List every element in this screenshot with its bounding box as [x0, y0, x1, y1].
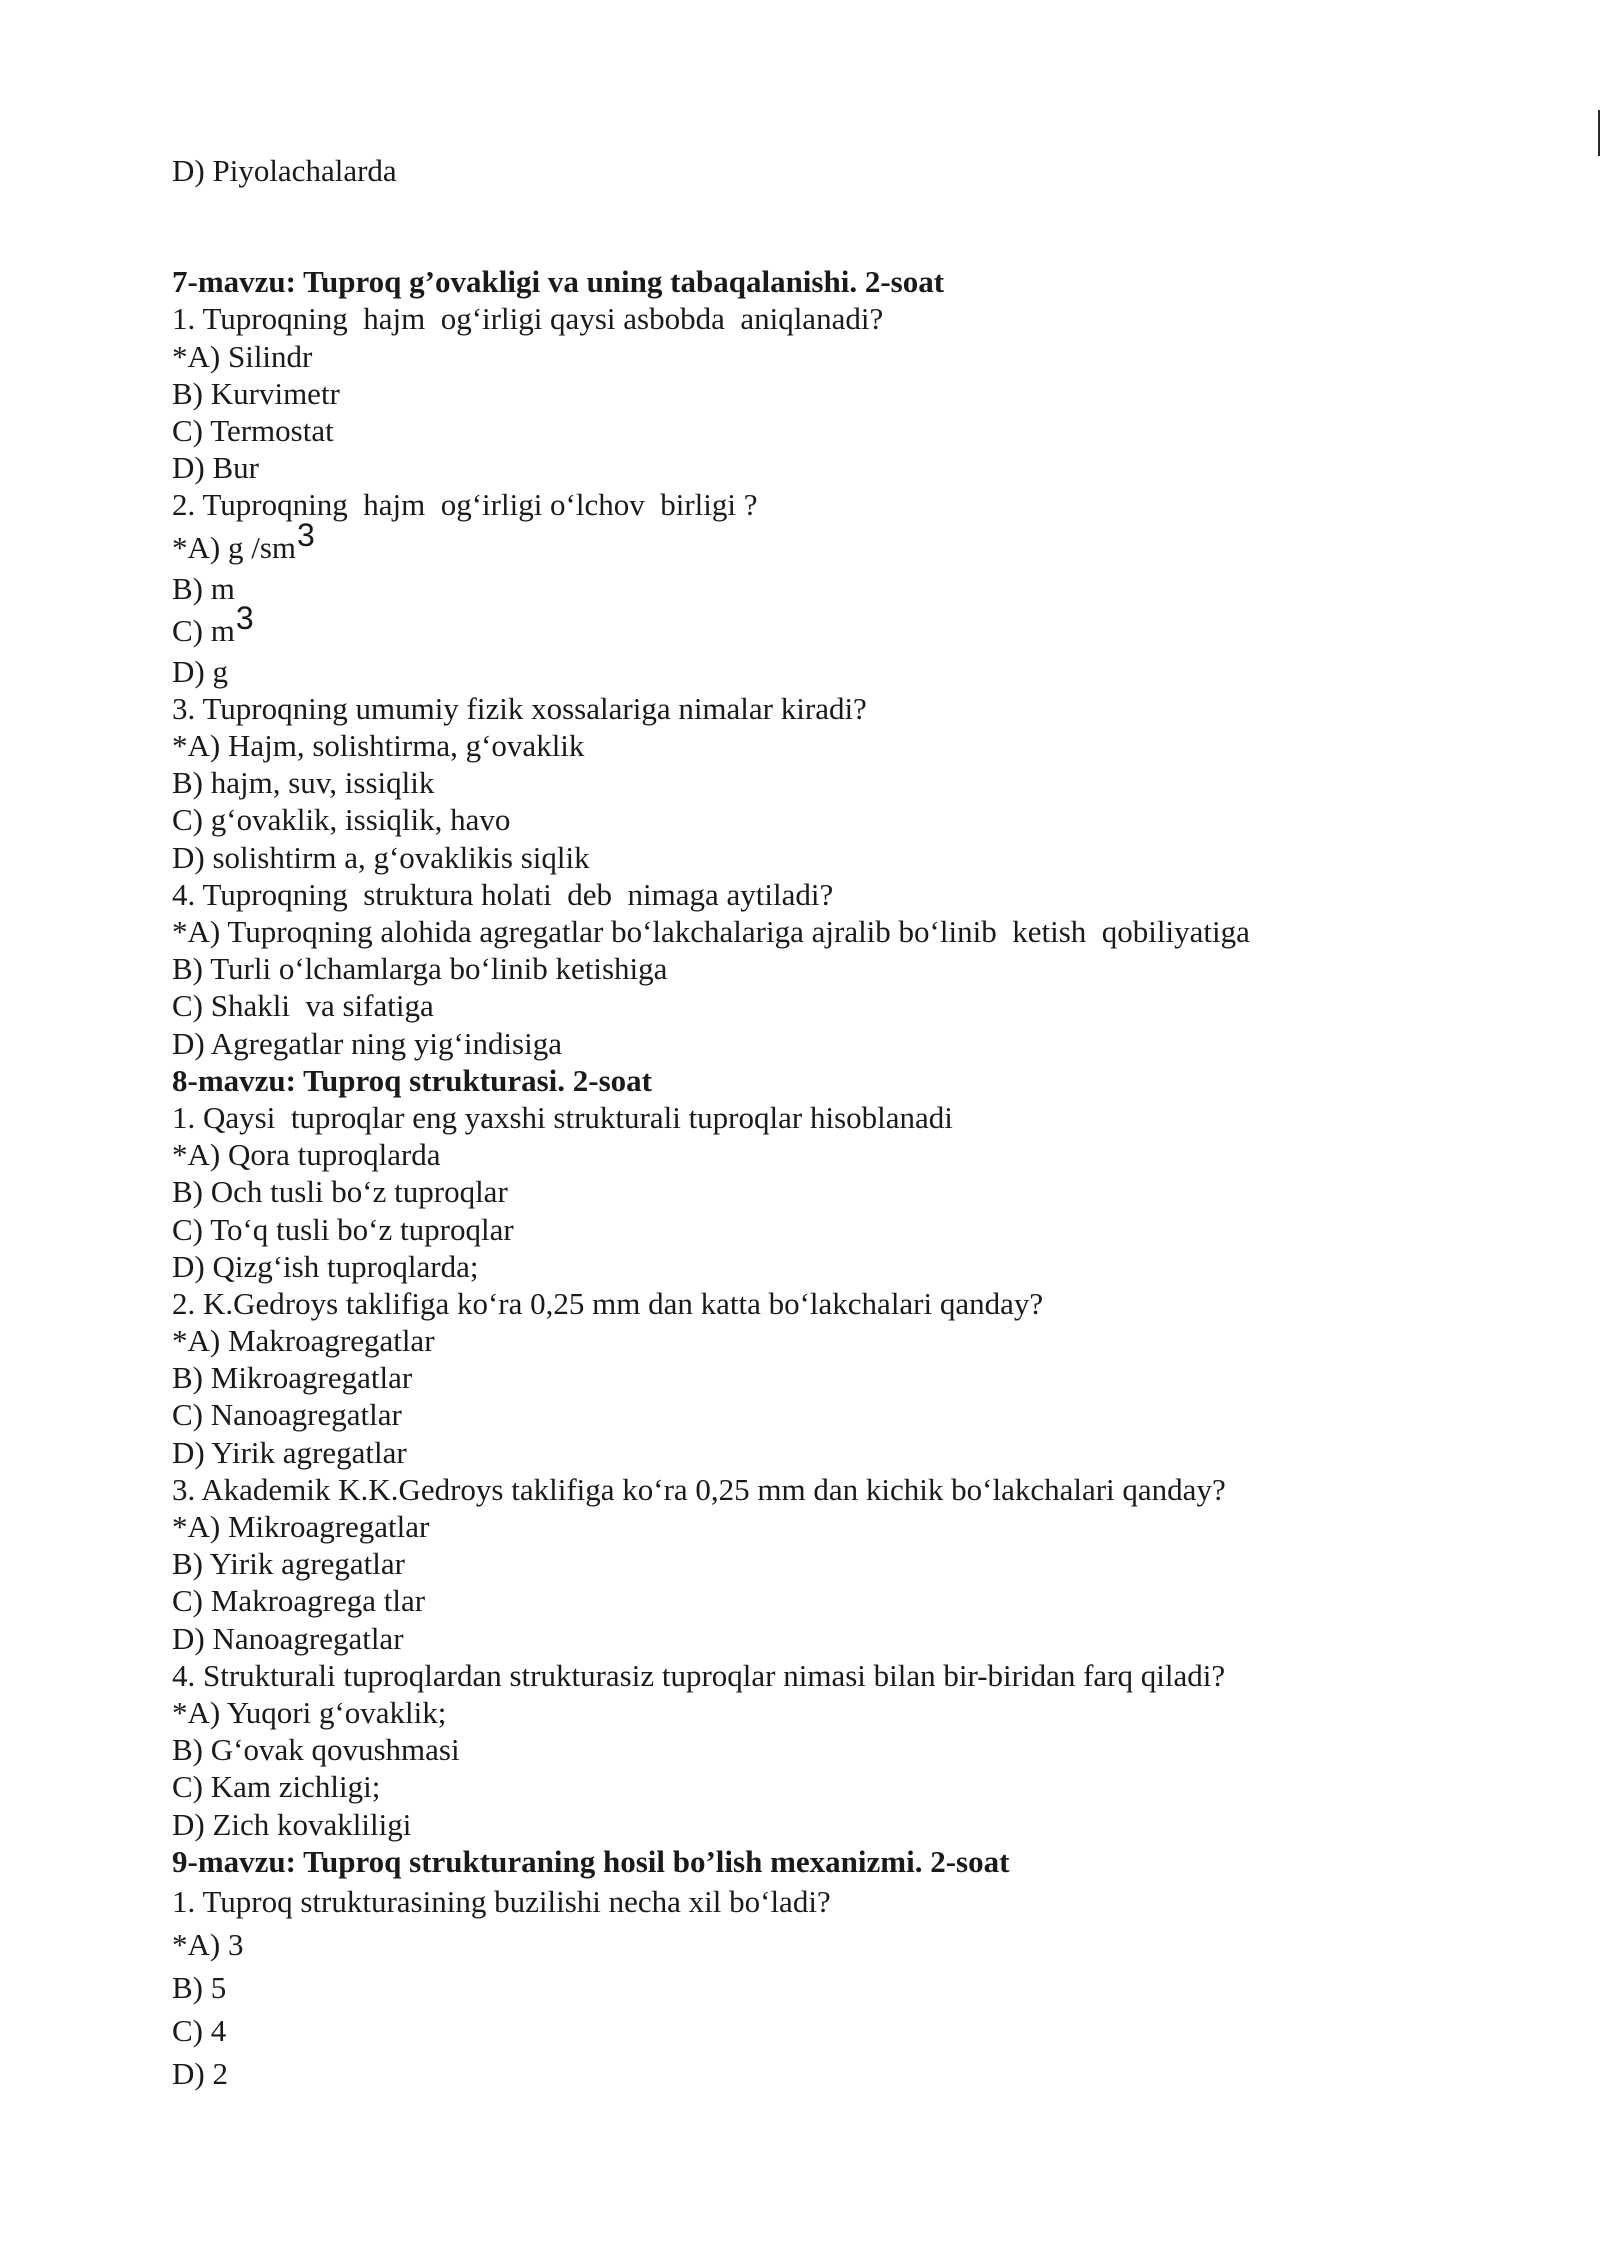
answer-option: D) Zich kovakliligi	[172, 1806, 412, 1842]
answer-option: C) To‘q tusli bo‘z tuproqlar	[172, 1211, 514, 1247]
topic-9-heading: 9-mavzu: Tuproq strukturaning hosil bo’lish mexanizmi. 2-soat	[172, 1843, 1010, 1879]
topic-8-heading: 8-mavzu: Tuproq strukturasi. 2-soat	[172, 1062, 653, 1098]
answer-option: B) Kurvimetr	[172, 375, 340, 411]
previous-answer-option: D) Piyolachalarda	[172, 153, 397, 188]
answer-option: C) Termostat	[172, 412, 334, 448]
answer-option-correct: *A) 3	[172, 1926, 244, 1962]
superscript: 3	[235, 599, 254, 636]
answer-option: C) Makroagrega tlar	[172, 1583, 426, 1619]
answer-option: B) m	[172, 570, 235, 606]
answer-option: C) g‘ovaklik, issiqlik, havo	[172, 802, 511, 838]
answer-option: C) 4	[172, 2012, 227, 2048]
answer-option: B) G‘ovak qovushmasi	[172, 1732, 460, 1768]
answer-option: C) Nanoagregatlar	[172, 1397, 402, 1433]
question-text: 4. Strukturali tuproqlardan strukturasiz tuproqlar nimasi bilan bir-biridan farq qiladi?	[172, 1657, 1226, 1693]
answer-text: *A) g /sm	[172, 529, 296, 565]
superscript: 3	[297, 516, 315, 553]
question-text: 4. Tuproqning struktura holati deb nimaga aytiladi?	[172, 876, 834, 912]
answer-option: B) Och tusli bo‘z tuproqlar	[172, 1174, 508, 1210]
answer-option: B) 5	[172, 1969, 227, 2005]
answer-option-correct: *A) Hajm, solishtirma, g‘ovaklik	[172, 728, 585, 764]
answer-option: D) Agregatlar ning yig‘indisiga	[172, 1025, 562, 1061]
answer-option-correct: *A) Qora tuproqlarda	[172, 1137, 441, 1173]
answer-option: D) 2	[172, 2055, 228, 2091]
question-text: 1. Qaysi tuproqlar eng yaxshi strukturali tuproqlar hisoblanadi	[172, 1099, 953, 1135]
document-body	[172, 152, 1552, 2095]
answer-option-correct: *A) Tuproqning alohida agregatlar bo‘lakchalariga ajralib bo‘linib ketish qobiliyatiga	[172, 914, 1250, 949]
answer-option: B) Turli o‘lchamlarga bo‘linib ketishiga	[172, 951, 668, 987]
answer-option: B) Mikroagregatlar	[172, 1360, 413, 1396]
answer-option: D) Yirik agregatlar	[172, 1434, 407, 1470]
question-text: 2. K.Gedroys taklifiga ko‘ra 0,25 mm dan katta bo‘lakchalari qanday?	[172, 1285, 1044, 1321]
answer-option-correct: *A) Silindr	[172, 338, 313, 374]
topic-7-heading: 7-mavzu: Tuproq g’ovakligi va uning tabaqalanishi. 2-soat	[172, 264, 945, 300]
answer-option: B) Yirik agregatlar	[172, 1546, 405, 1582]
question-text: 2. Tuproqning hajm og‘irligi o‘lchov birligi ?	[172, 487, 758, 523]
answer-option: B) hajm, suv, issiqlik	[172, 765, 435, 801]
question-text: 3. Tuproqning umumiy fizik xossalariga nimalar kiradi?	[172, 690, 867, 726]
answer-option: D) Bur	[172, 450, 259, 486]
answer-option: D) solishtirm a, g‘ovaklikis siqlik	[172, 839, 590, 875]
answer-option: D) g	[172, 653, 228, 689]
question-text: 1. Tuproqning hajm og‘irligi qaysi asbobda aniqlanadi?	[172, 301, 884, 337]
answer-text: C) m	[172, 612, 235, 648]
answer-option-correct	[172, 516, 1552, 570]
question-text: 1. Tuproq strukturasining buzilishi necha xil bo‘ladi?	[172, 1883, 831, 1919]
question-text: 3. Akademik K.K.Gedroys taklifiga ko‘ra 0,25 mm dan kichik bo‘lakchalari qanday?	[172, 1471, 1226, 1507]
answer-option: D) Nanoagregatlar	[172, 1620, 404, 1656]
answer-option: C) Kam zichligi;	[172, 1769, 381, 1805]
answer-option	[172, 599, 1552, 653]
answer-option: D) Qizg‘ish tuproqlarda;	[172, 1248, 479, 1284]
answer-option-correct: *A) Makroagregatlar	[172, 1323, 435, 1359]
answer-option-correct: *A) Yuqori g‘ovaklik;	[172, 1694, 447, 1730]
spacer	[172, 189, 1552, 263]
answer-option: C) Shakli va sifatiga	[172, 988, 434, 1024]
answer-option-correct: *A) Mikroagregatlar	[172, 1509, 430, 1544]
